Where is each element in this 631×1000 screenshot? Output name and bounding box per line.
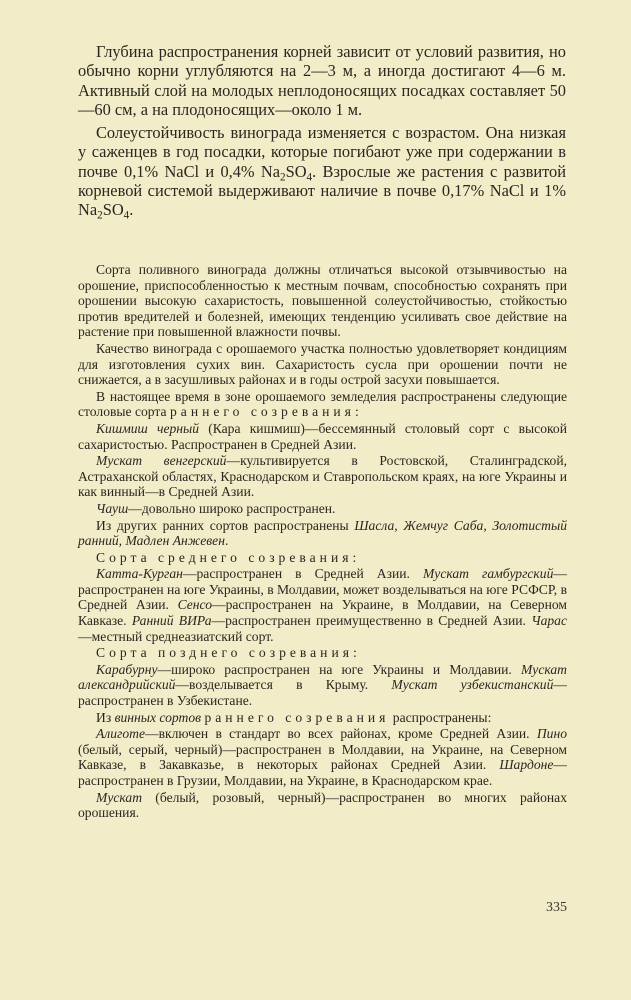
page-number: 335 [546, 900, 567, 915]
paragraph-other-early: Из других ранних сортов распространены Шасла, Жемчуг Саба, Золотистый ранний, Мадлен Анжевен. [78, 517, 567, 549]
paragraph-chaush: Чауш—довольно широко распространен. [96, 500, 336, 516]
paragraph-quality: Качество винограда с орошаемого участка полностью удовлетворяет кондициям для изготовления сухих вин. Сахаристость сусла при орошении почти не снижается, а в засушливых районах и в годы острой засухи повышается. [78, 340, 567, 388]
heading-mid-season: Сорта среднего созревания: [96, 549, 361, 565]
paragraph-table-varieties: В настоящее время в зоне орошаемого земледелия распространены следующие столовые сорта раннего созревания: [78, 388, 567, 420]
paragraph-muscat-hungarian: Мускат венгерский—культивируется в Ростовской, Сталинградской, Астраханской областях, Краснодарском и Ставропольском краях, на юге Украины и как винный—в Средней Азии. [78, 453, 567, 500]
heading-late: Сорта позднего созревания: [96, 645, 361, 661]
paragraph-late: Карабурну—широко распространен на юге Украины и Молдавии. Мускат александрийский—возделывается в Крыму. Мускат узбекистанский—распространен в Узбекистане. [78, 661, 567, 709]
paragraph-kishmish: Кишмиш черный (Кара кишмиш)—бессемянный столовый сорт с высокой сахаристостью. Распространен в Средней Азии. [78, 420, 568, 452]
paragraph-root-depth: Глубина распространения корней зависит от условий развития, но обычно корни углубляются на 2—3 м, а иногда достигают 4—6 м. Активный слой на молодых неплодоносящих посадках составляет 50—60 см, а на плодоносящих—около 1 м. [78, 42, 566, 119]
intro-text [78, 42, 566, 224]
varieties-text [78, 262, 567, 821]
paragraph-wine-varieties: Из винных сортов раннего созревания распространены: [96, 709, 492, 725]
paragraph-salt-tolerance: Солеустойчивость винограда изменяется с возрастом. Она низкая у саженцев в год посадки, которые погибают уже при содержании в почве 0,1% NaCl и 0,4% $Na_2SO_4$. Взрослые же растения с развитой корневой системой выдерживают наличие в почве 0,17% NaCl и 1% $Na_2SO_4$. [78, 123, 566, 222]
paragraph-muscat: Мускат (белый, розовый, черный)—распространен во многих районах орошения. [78, 789, 567, 821]
paragraph-requirements: Сорта поливного винограда должны отличаться высокой отзывчивостью на орошение, приспособленностью к местным почвам, способностью сохранять при орошении высокую сахаристость, повышенной солеустойчивостью, стойкостью против вредителей и болезней, имеющих тенденцию усиливать свое действие на растение при повышенной влажности почвы. [78, 262, 567, 340]
paragraph-mid-season: Катта-Курган—распространен в Средней Азии. Мускат гамбургский—распространен на юге Украины, в Молдавии, может возделываться на юге РСФСР, в Средней Азии. Сенсо—распространен на Украине, в Молдавии, на Северном Кавказе. Ранний ВИРа—распространен преимущественно в Средней Азии. Чарас—местный среднеазиатский сорт. [78, 566, 568, 644]
paragraph-aligote: Алиготе—включен в стандарт во всех районах, кроме Средней Азии. Пино (белый, серый, черный)—распространен в Молдавии, на Украине, на Северном Кавказе, в Закавказье, в некоторых районах Средней Азии. Шардоне—распространен в Грузии, Молдавии, на Украине, в Краснодарском крае. [78, 726, 567, 788]
